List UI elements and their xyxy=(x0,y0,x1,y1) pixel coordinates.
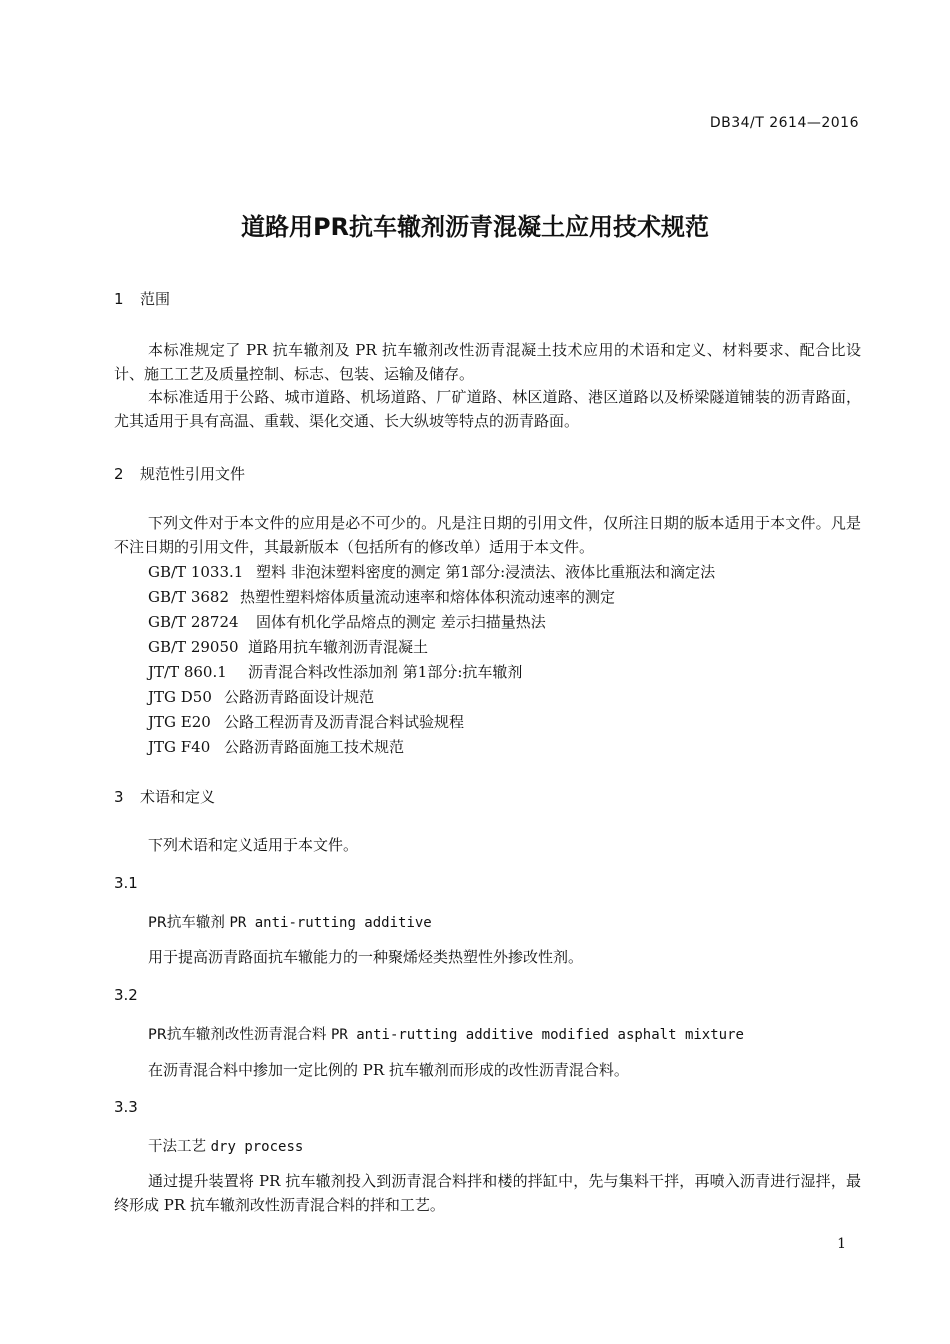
reference-item xyxy=(148,660,522,684)
reference-title: 固体有机化学品熔点的测定 差示扫描量热法 xyxy=(256,613,546,631)
paragraph: 下列术语和定义适用于本文件。 xyxy=(148,836,359,854)
section-1-heading xyxy=(114,288,170,309)
term-heading xyxy=(148,1135,303,1156)
term-english: dry process xyxy=(210,1139,304,1155)
term-heading xyxy=(148,1023,744,1044)
section-number: 1 xyxy=(114,290,124,308)
reference-title: 热塑性塑料熔体质量流动速率和熔体体积流动速率的测定 xyxy=(240,588,616,606)
reference-title: 公路沥青路面设计规范 xyxy=(224,688,375,706)
term-chinese: PR抗车辙剂 xyxy=(148,915,225,931)
reference-code: JTG F40 xyxy=(148,738,211,756)
term-heading xyxy=(148,911,432,932)
term-definition: 通过提升装置将 PR 抗车辙剂投入到沥青混合料拌和楼的拌缸中，先与集料干拌，再喷入沥青进行湿拌，最终形成 PR 抗车辙剂改性沥青混合料的拌和工艺。 xyxy=(114,1172,861,1214)
paragraph: 本标准规定了 PR 抗车辙剂及 PR 抗车辙剂改性沥青混凝土技术应用的术语和定义、材料要求、配合比设计、施工工艺及质量控制、标志、包装、运输及储存。 xyxy=(114,341,861,383)
document-title: 道路用PR抗车辙剂沥青混凝土应用技术规范 xyxy=(240,213,710,241)
page-number: 1 xyxy=(837,1236,846,1252)
reference-title: 道路用抗车辙剂沥青混凝土 xyxy=(248,638,429,656)
term-number: 3.1 xyxy=(114,874,138,892)
section-3-heading xyxy=(114,786,215,807)
section-number: 3 xyxy=(114,788,124,806)
reference-item xyxy=(148,560,715,584)
term-chinese: PR抗车辙剂改性沥青混合料 xyxy=(148,1027,327,1043)
reference-item xyxy=(148,585,615,609)
section-title: 术语和定义 xyxy=(140,788,216,806)
paragraph: 下列文件对于本文件的应用是必不可少的。凡是注日期的引用文件，仅所注日期的版本适用于本文件。凡是不注日期的引用文件，其最新版本（包括所有的修改单）适用于本文件。 xyxy=(114,514,861,556)
term-number: 3.2 xyxy=(114,986,138,1004)
reference-item xyxy=(148,685,374,709)
reference-item xyxy=(148,710,464,734)
section-title: 规范性引用文件 xyxy=(140,465,246,483)
reference-code: GB/T 29050 xyxy=(148,638,239,656)
reference-code: GB/T 1033.1 xyxy=(148,563,244,581)
reference-title: 公路工程沥青及沥青混合料试验规程 xyxy=(224,713,465,731)
standard-number: DB34/T 2614—2016 xyxy=(709,115,859,131)
reference-code: JTG D50 xyxy=(148,688,212,706)
reference-title: 公路沥青路面施工技术规范 xyxy=(224,738,405,756)
section-title: 范围 xyxy=(140,290,171,308)
term-definition: 用于提高沥青路面抗车辙能力的一种聚烯烃类热塑性外掺改性剂。 xyxy=(148,948,584,966)
term-english: PR anti-rutting additive modified asphalt mixture xyxy=(330,1027,744,1043)
reference-code: GB/T 28724 xyxy=(148,613,239,631)
reference-item xyxy=(148,610,546,634)
reference-item xyxy=(148,735,404,759)
section-number: 2 xyxy=(114,465,124,483)
reference-title: 塑料 非泡沫塑料密度的测定 第1部分:浸渍法、液体比重瓶法和滴定法 xyxy=(256,563,716,581)
section-2-heading xyxy=(114,463,245,484)
reference-title: 沥青混合料改性添加剂 第1部分:抗车辙剂 xyxy=(248,663,523,681)
term-number: 3.3 xyxy=(114,1098,138,1116)
reference-code: JTG E20 xyxy=(148,713,211,731)
reference-item xyxy=(148,635,428,659)
reference-code: GB/T 3682 xyxy=(148,588,230,606)
reference-code: JT/T 860.1 xyxy=(148,663,227,681)
paragraph: 本标准适用于公路、城市道路、机场道路、厂矿道路、林区道路、港区道路以及桥梁隧道铺装的沥青路面，尤其适用于具有高温、重载、渠化交通、长大纵坡等特点的沥青路面。 xyxy=(114,388,861,430)
term-definition: 在沥青混合料中掺加一定比例的 PR 抗车辙剂而形成的改性沥青混合料。 xyxy=(148,1061,629,1079)
term-english: PR anti-rutting additive xyxy=(229,915,432,931)
term-chinese: 干法工艺 xyxy=(148,1139,206,1155)
